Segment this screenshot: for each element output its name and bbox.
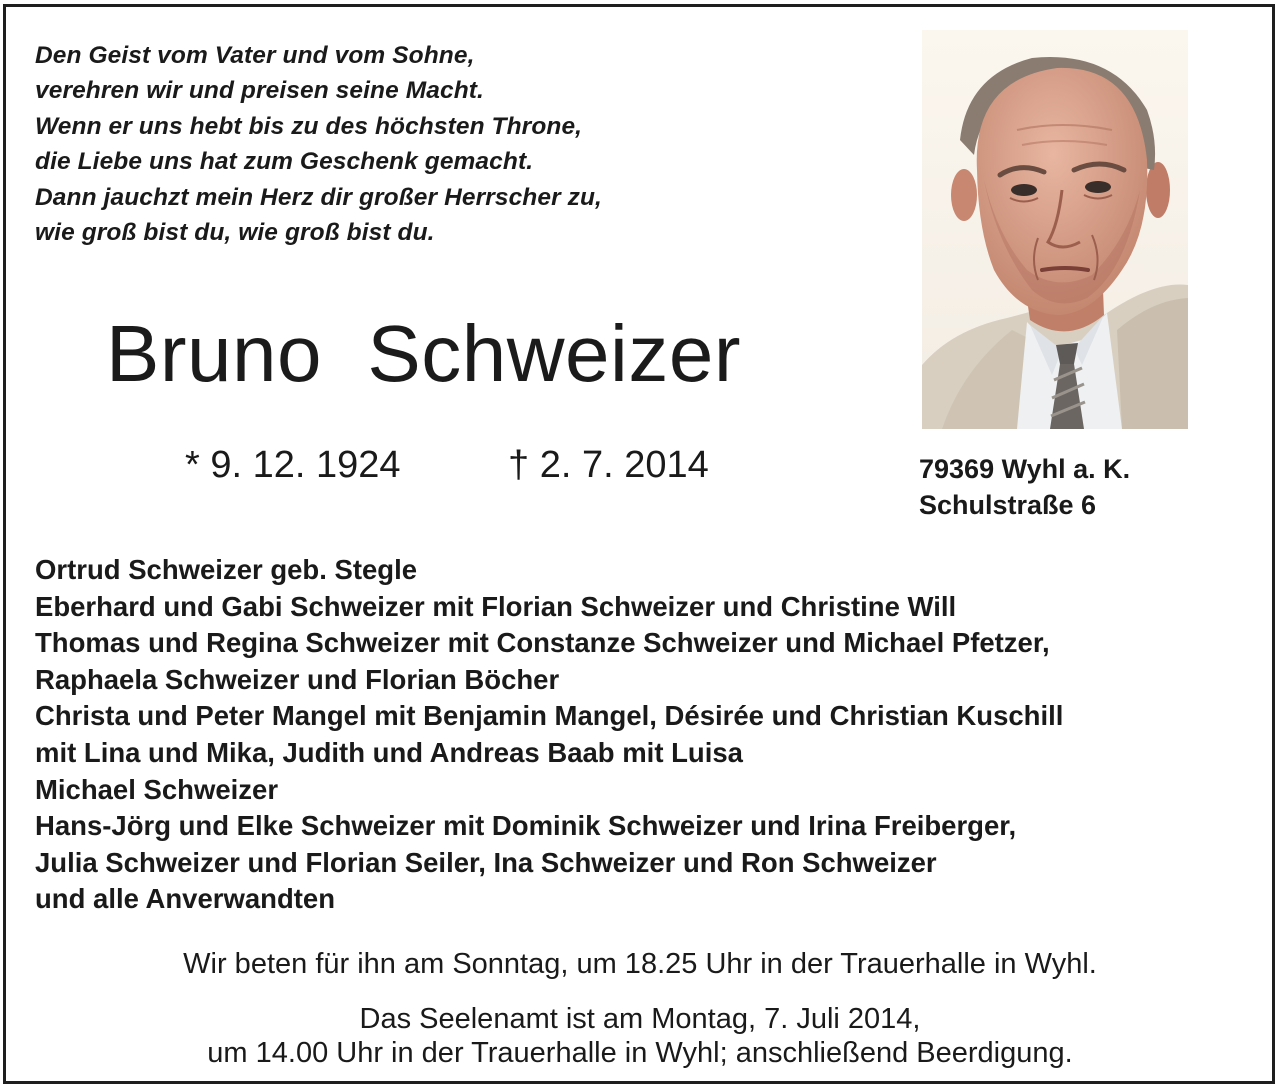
poem-line: die Liebe uns hat zum Geschenk gemacht. [35,148,534,176]
address [919,451,1130,523]
mourners-list [35,552,1063,918]
mourner-line: Michael Schweizer [35,773,279,805]
poem-line: Den Geist vom Vater und vom Sohne, [35,42,475,69]
poem-line: wie groß bist du, wie groß bist du. [35,219,435,247]
mourner-line: Hans-Jörg und Elke Schweizer mit Dominik Schweizer und Irina Freiberger, [35,810,1017,842]
death-date: † 2. 7. 2014 [508,444,709,486]
mourner-line: und alle Anverwandten [35,883,336,915]
poem-line: Wenn er uns hebt bis zu des höchsten Throne, [35,112,583,140]
address-line: Schulstraße 6 [919,490,1097,520]
mourner-line: Julia Schweizer und Florian Seiler, Ina Schweizer und Ron Schweizer [35,846,937,878]
poem [35,38,602,250]
prayer-notice: Wir beten für ihn am Sonntag, um 18.25 Uhr in der Trauerhalle in Wyhl. [183,948,1097,980]
poem-line: verehren wir und preisen seine Macht. [35,77,484,105]
mourner-line: Raphaela Schweizer und Florian Böcher [35,663,560,695]
deceased-name: Bruno Schweizer [106,309,741,398]
portrait-photo [922,30,1188,429]
mourner-line: Christa und Peter Mangel mit Benjamin Mangel, Désirée und Christian Kuschill [35,700,1064,732]
mourner-line: Eberhard und Gabi Schweizer mit Florian Schweizer und Christine Will [35,590,957,622]
birth-date: * 9. 12. 1924 [185,444,401,486]
requiem-line: Das Seelenamt ist am Montag, 7. Juli 2014, [359,1003,921,1035]
address-line: 79369 Wyhl a. K. [919,454,1131,484]
requiem-notice [0,1002,1280,1070]
poem-line: Dann jauchzt mein Herz dir großer Herrscher zu, [35,183,602,211]
mourner-line: Thomas und Regina Schweizer mit Constanze Schweizer und Michael Pfetzer, [35,627,1050,659]
mourner-line: mit Lina und Mika, Judith und Andreas Baab mit Luisa [35,736,743,768]
mourner-line: Ortrud Schweizer geb. Stegle [35,554,418,585]
requiem-line: um 14.00 Uhr in der Trauerhalle in Wyhl; anschließend Beerdigung. [207,1037,1073,1069]
